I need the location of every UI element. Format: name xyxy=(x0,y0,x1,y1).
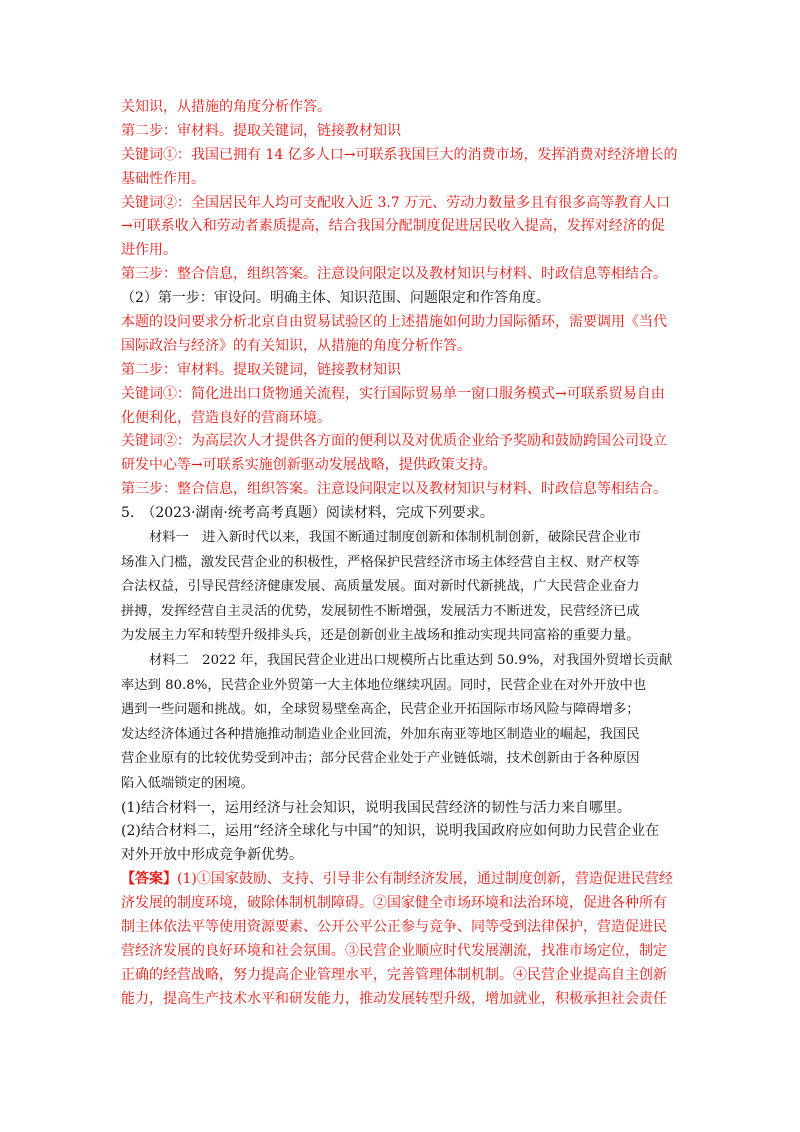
material-line: 率达到 80.8%，民营企业外贸第一大主体地位继续巩固。同时，民营企业在对外开放中也 xyxy=(121,677,647,693)
text-line: 对外开放中形成竞争新优势。 xyxy=(121,847,303,864)
answer-first-line xyxy=(121,868,686,892)
text-line: 关知识，从措施的角度分析作答。 xyxy=(121,99,331,115)
text-line: 第三步：整合信息，组织答案。注意设问限定以及教材知识与材料、时政信息等相结合。 xyxy=(121,481,667,498)
text-line: 第二步：审材料。提取关键词，链接教材知识 xyxy=(121,361,401,378)
text-line: 关键词①：我国已拥有 14 亿多人口→可联系我国巨大的消费市场，发挥消费对经济增长的 xyxy=(121,146,678,163)
text-line: 第三步：整合信息，组织答案。注意设问限定以及教材知识与材料、时政信息等相结合。 xyxy=(121,266,667,283)
text-line: (2)结合材料二，运用“经济全球化与中国”的知识，说明我国政府应如何助力民营企业在 xyxy=(121,823,660,840)
text-line: 化便利化，营造良好的营商环境。 xyxy=(121,409,331,426)
material-line: 拼搏，发挥经营自主灵活的优势，发展韧性不断增强，发展活力不断迸发，民营经济已成 xyxy=(121,603,640,619)
explanation-part1 xyxy=(121,96,686,287)
answer-line: 正确的经营战略，努力提高企业管理水平，完善管理体制机制。④民营企业提高自主创新 xyxy=(121,966,667,983)
answer-tag: 【答案】 xyxy=(121,871,177,888)
text-line: 基础性作用。 xyxy=(121,170,205,187)
text-line: 研发中心等→可联系实施创新驱动发展战略，提供政策支持。 xyxy=(121,457,497,474)
document-page xyxy=(121,96,686,1012)
material-line: 陷入低端锁定的困境。 xyxy=(121,775,254,791)
material-one xyxy=(121,526,686,649)
material-line: 营企业原有的比较优势受到冲击；部分民营企业处于产业链低端，技术创新由于各种原因 xyxy=(121,751,640,767)
explanation-part2 xyxy=(121,311,686,502)
material-line: 材料二 2022 年，我国民营企业进出口规模所占比重达到 50.9%，对我国外贸增长贡献 xyxy=(149,653,673,668)
text-line: 关键词②：为高层次人才提供各方面的便利以及对优质企业给予奖励和鼓励跨国公司设立 xyxy=(121,433,667,450)
text-line: 关键词①：简化进出口货物通关流程，实行国际贸易单一窗口服务模式→可联系贸易自由 xyxy=(121,385,665,402)
sub-question-1: (1)结合材料一，运用经济与社会知识，说明我国民营经济的韧性与活力来自哪里。 xyxy=(121,799,631,816)
answer-line: 营经济发展的良好环境和社会氛围。③民营企业顺应时代发展潮流，找准市场定位，制定 xyxy=(121,942,667,959)
text-line: 进作用。 xyxy=(121,242,177,259)
material-line: 为发展主力军和转型升级排头兵，还是创新创业主战场和推动实现共同富裕的重要力量。 xyxy=(121,628,640,644)
question5-header: 5. （2023·湖南·统考高考真题）阅读材料，完成下列要求。 xyxy=(121,505,494,522)
answer-block xyxy=(121,868,686,1011)
answer-line: 能力，提高生产技术水平和研发能力，推动发展转型升级，增加就业，积极承担社会责任 xyxy=(121,990,667,1007)
answer-text: (1)①国家鼓励、支持、引导非公有制经济发展，通过制度创新，营造促进民营经 xyxy=(177,871,673,888)
material-line: 场准入门槛，激发民营企业的积极性，严格保护民营经济市场主体经营自主权、财产权等 xyxy=(121,554,640,570)
answer-line: 济发展的制度环境，破除体制机制障碍。②国家健全市场环境和法治环境，促进各种所有 xyxy=(121,895,667,912)
answer-line: 制主体依法平等使用资源要素、公开公平公正参与竞争、同等受到法律保护，营造促进民 xyxy=(121,919,667,936)
material-line: 材料一 进入新时代以来，我国不断通过制度创新和体制机制创新，破除民营企业市 xyxy=(149,530,641,546)
text-line: 第二步：审材料。提取关键词，链接教材知识 xyxy=(121,122,401,139)
material-two xyxy=(121,649,686,797)
sub-question-2 xyxy=(121,820,686,868)
text-line: 关键词②：全国居民年人均可支配收入近 3.7 万元、劳动力数量多且有很多高等教育人口 xyxy=(121,194,671,211)
explanation-part2-intro: （2）第一步：审设问。明确主体、知识范围、问题限定和作答角度。 xyxy=(121,290,550,307)
text-line: →可联系收入和劳动者素质提高，结合我国分配制度促进居民收入提高，发挥对经济的促 xyxy=(121,218,665,235)
material-line: 合法权益，引导民营经济健康发展、高质量发展。面对新时代新挑战，广大民营企业奋力 xyxy=(121,579,640,595)
text-line: 国际政治与经济》的有关知识，从措施的角度分析作答。 xyxy=(121,337,471,354)
text-line: 本题的设问要求分析北京自由贸易试验区的上述措施如何助力国际循环，需要调用《当代 xyxy=(121,314,667,331)
material-line: 发达经济体通过各种措施推动制造业企业回流，外加东南亚等地区制造业的崛起，我国民 xyxy=(121,726,640,742)
material-line: 遇到一些问题和挑战。如，全球贸易壁垒高企，民营企业开拓国际市场风险与障碍增多； xyxy=(121,702,640,718)
